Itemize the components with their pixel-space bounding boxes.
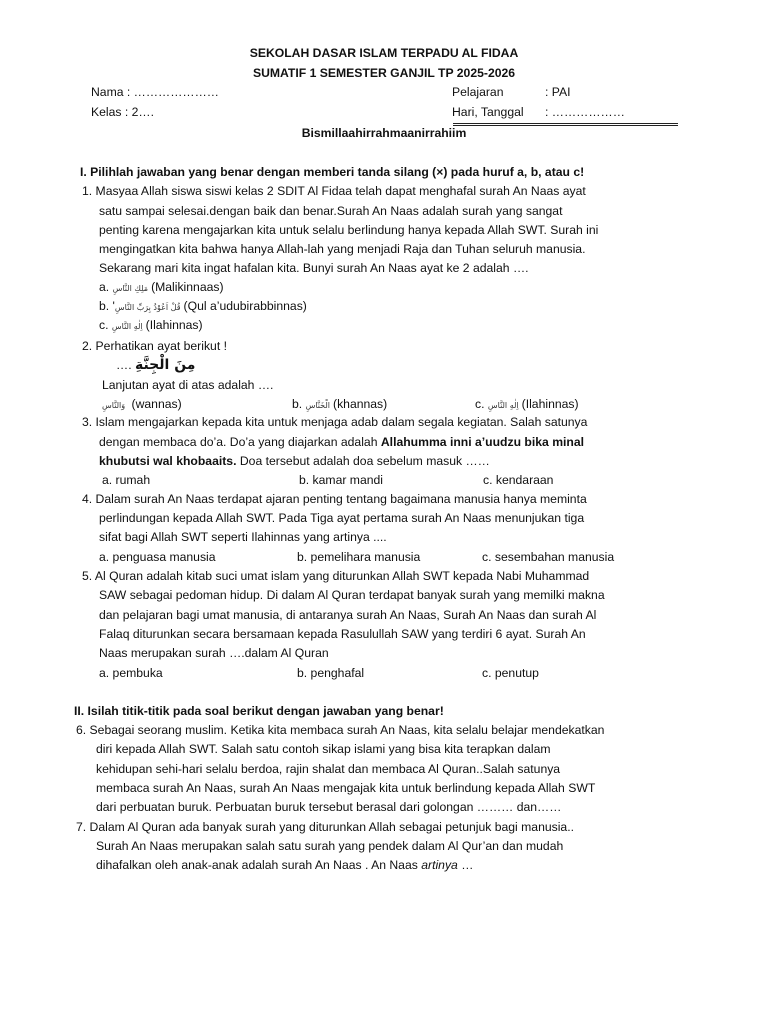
arabic-text: اِلٰهِ النَّاسِ [111, 322, 143, 331]
section2-title: II. Isilah titik-titik pada soal berikut dengan jawaban yang benar! [74, 704, 444, 718]
arabic-ayat: مِنَ الْجِنَّةِ [134, 357, 196, 373]
hari-label: Hari, Tanggal [452, 105, 524, 119]
q4-option-b[interactable]: b. pemelihara manusia [297, 550, 421, 564]
q2-option-c[interactable] [475, 395, 579, 415]
arabic-text: قُلْ اَعُوْذُ بِرَبِّ النَّاسِ [114, 303, 181, 312]
section1-title: I. Pilihlah jawaban yang benar dengan memberi tanda silang (×) pada huruf a, b, atau c! [80, 165, 585, 179]
q2-line: 2. Perhatikan ayat berikut ! [82, 339, 227, 353]
q1-line: Sekarang mari kita ingat hafalan kita. Bunyi surah An Naas ayat ke 2 adalah …. [99, 261, 529, 275]
q1-line: 1. Masyaa Allah siswa siswi kelas 2 SDIT Al Fidaa telah dapat menghafal surah An Naas ayat [82, 184, 586, 198]
q6-line: dari perbuatan buruk. Perbuatan buruk tersebut berasal dari golongan ……… dan…… [96, 800, 562, 814]
q7-line: 7. Dalam Al Quran ada banyak surah yang diturunkan Allah sebagai petunjuk bagi manusia.. [76, 820, 574, 834]
exam-title: SUMATIF 1 SEMESTER GANJIL TP 2025-2026 [252, 66, 516, 80]
nama-field: Nama : ………………… [91, 85, 219, 99]
hari-value: : ……………… [545, 105, 625, 119]
q5-line: SAW sebagai pedoman hidup. Di dalam Al Quran terdapat banyak surah yang memilki makna [99, 588, 605, 602]
q1-option-b[interactable] [99, 297, 307, 317]
q7-line: Surah An Naas merupakan salah satu surah yang pendek dalam Al Qur’an dan mudah [96, 839, 564, 853]
q4-option-c[interactable]: c. sesembahan manusia [482, 550, 615, 564]
q3-line [99, 452, 490, 471]
option-letter: c. [99, 318, 109, 332]
q1-option-a[interactable] [99, 278, 224, 298]
q6-line: diri kepada Allah SWT. Salah satu contoh sikap islami yang bisa kita terapkan dalam [96, 742, 551, 756]
q2-line: Lanjutan ayat di atas adalah …. [102, 378, 274, 392]
q4-line: sifat bagi Allah SWT seperti Ilahinnas yang artinya .... [99, 530, 387, 544]
bismillah: Bismillaahirrahmaanirrahiim [301, 126, 467, 140]
q3-option-a[interactable]: a. rumah [102, 473, 151, 487]
doa-text: khubutsi wal khobaaits. [99, 454, 237, 468]
q3-text: Doa tersebut adalah doa sebelum masuk …… [236, 454, 490, 468]
q7-text: … [457, 858, 474, 872]
option-text: (wannas) [131, 397, 182, 411]
q5-line: Naas merupakan surah ….dalam Al Quran [99, 646, 329, 660]
pelajaran-label: Pelajaran [452, 85, 504, 99]
q5-option-b[interactable]: b. penghafal [297, 666, 365, 680]
option-letter: c. [475, 397, 485, 411]
q5-option-a[interactable]: a. pembuka [99, 666, 163, 680]
q5-line: 5. Al Quran adalah kitab suci umat islam yang diturunkan Allah SWT kepada Nabi Muhammad [82, 569, 590, 583]
option-text: (Malikinnaas) [151, 280, 224, 294]
q2-option-a[interactable] [102, 395, 182, 415]
option-text: (Ilahinnas) [521, 397, 579, 411]
option-letter: b. [292, 397, 303, 411]
q5-option-c[interactable]: c. penutup [482, 666, 539, 680]
q2-option-b[interactable] [292, 395, 387, 415]
q5-line: dan pelajaran bagi umat manusia, di antaranya surah An Naas, Surah An Naas dan surah Al [99, 608, 597, 622]
q2-ayat [116, 356, 195, 375]
kelas-field: Kelas : 2…. [91, 105, 154, 119]
q7-line [96, 856, 473, 875]
q1-line: satu sampai selesai.dengan baik dan benar.Surah An Naas adalah surah yang sangat [99, 204, 563, 218]
option-text: (khannas) [333, 397, 388, 411]
q3-option-b[interactable]: b. kamar mandi [299, 473, 383, 487]
q4-line: perlindungan kepada Allah SWT. Pada Tiga ayat pertama surah An Naas menunjukan tiga [99, 511, 585, 525]
arabic-text: الْخَنَّاسِ [305, 401, 331, 410]
option-text: (Ilahinnas) [145, 318, 203, 332]
option-text: (Qul a’udubirabbinnas) [183, 299, 307, 313]
ayat-dots: …. [116, 358, 132, 372]
pelajaran-value: : PAI [545, 85, 571, 99]
option-letter: a. [99, 280, 110, 294]
doa-text: Allahumma inni a’uudzu bika minal [380, 435, 585, 449]
arabic-text: اِلٰهِ النَّاسِ [487, 401, 519, 410]
q6-line: kehidupan sehi-hari selalu berdoa, rajin shalat dan membaca Al Quran..Salah satunya [96, 762, 561, 776]
q3-line: 3. Islam mengajarkan kepada kita untuk menjaga adab dalam segala kegiatan. Salah satunya [82, 415, 588, 429]
q5-line: Falaq diturunkan secara bersamaan kepada Rasulullah SAW yang terdiri 6 ayat. Surah An [99, 627, 586, 641]
q1-line: mengingatkan kita bahwa hanya Allah-lah yang menjadi Raja dan Tuhan seluruh manusia. [99, 242, 586, 256]
q3-line [99, 433, 584, 452]
q3-option-c[interactable]: c. kendaraan [483, 473, 554, 487]
q4-line: 4. Dalam surah An Naas terdapat ajaran penting tentang bagaimana manusia hanya meminta [82, 492, 587, 506]
option-letter: b. ' [99, 299, 115, 313]
q1-line: penting karena mengajarkan kita untuk selalu berlindung hanya kepada Allah SWT. Surah ini [99, 223, 599, 237]
q1-option-c[interactable] [99, 316, 203, 336]
q6-line: membaca surah An Naas, surah An Naas mengajak kita untuk berlindung kepada Allah SWT [96, 781, 596, 795]
q7-italic-text: artinya [421, 858, 458, 872]
arabic-text: وَالنَّاسِ [102, 401, 126, 410]
q6-line: 6. Sebagai seorang muslim. Ketika kita membaca surah An Naas, kita selalu belajar mendekatkan [76, 723, 605, 737]
q4-option-a[interactable]: a. penguasa manusia [99, 550, 216, 564]
school-name: SEKOLAH DASAR ISLAM TERPADU AL FIDAA [249, 46, 519, 60]
q7-text: dihafalkan oleh anak-anak adalah surah An Naas . An Naas [96, 858, 422, 872]
q3-text: dengan membaca do’a. Do’a yang diajarkan adalah [99, 435, 381, 449]
arabic-text: مَلِكِ النَّاسِ [112, 284, 149, 293]
